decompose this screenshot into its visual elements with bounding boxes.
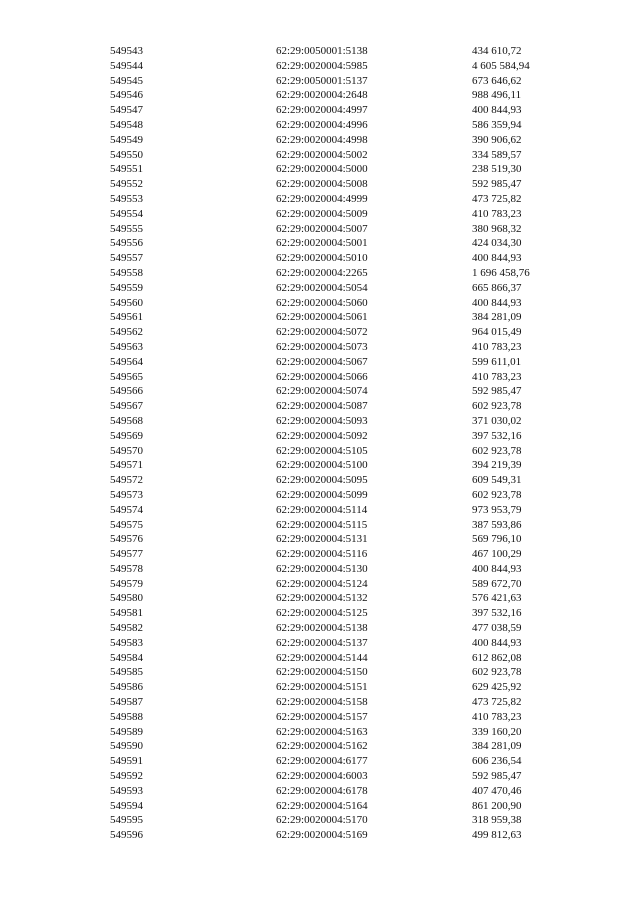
record-id-cell: 549582 <box>110 622 143 635</box>
table-row <box>0 177 640 192</box>
value-cell: 673 646,62 <box>472 74 522 87</box>
table-row <box>0 325 640 340</box>
value-cell: 629 425,92 <box>472 681 522 694</box>
table-row <box>0 621 640 636</box>
value-cell: 602 923,78 <box>472 488 522 501</box>
cadastral-number-cell: 62:29:0020004:5095 <box>276 474 368 487</box>
cadastral-number-cell: 62:29:0020004:6003 <box>276 770 368 783</box>
record-id-cell: 549552 <box>110 178 143 191</box>
value-cell: 586 359,94 <box>472 118 522 131</box>
table-row <box>0 399 640 414</box>
table-row <box>0 384 640 399</box>
cadastral-number-cell: 62:29:0020004:5124 <box>276 577 368 590</box>
table-row <box>0 828 640 843</box>
value-cell: 576 421,63 <box>472 592 522 605</box>
record-id-cell: 549578 <box>110 562 143 575</box>
cadastral-number-cell: 62:29:0020004:5087 <box>276 400 368 413</box>
value-cell: 973 953,79 <box>472 503 522 516</box>
value-cell: 606 236,54 <box>472 755 522 768</box>
table-row <box>0 503 640 518</box>
cadastral-number-cell: 62:29:0020004:6178 <box>276 784 368 797</box>
record-id-cell: 549594 <box>110 799 143 812</box>
cadastral-number-cell: 62:29:0020004:6177 <box>276 755 368 768</box>
record-id-cell: 549555 <box>110 222 143 235</box>
cadastral-number-cell: 62:29:0020004:5170 <box>276 814 368 827</box>
table-row <box>0 444 640 459</box>
value-cell: 397 532,16 <box>472 607 522 620</box>
cadastral-number-cell: 62:29:0020004:5010 <box>276 252 368 265</box>
value-cell: 380 968,32 <box>472 222 522 235</box>
cadastral-number-cell: 62:29:0020004:5007 <box>276 222 368 235</box>
table-row <box>0 310 640 325</box>
value-cell: 400 844,93 <box>472 252 522 265</box>
record-id-cell: 549583 <box>110 636 143 649</box>
value-cell: 397 532,16 <box>472 429 522 442</box>
record-id-cell: 549569 <box>110 429 143 442</box>
record-id-cell: 549590 <box>110 740 143 753</box>
value-cell: 410 783,23 <box>472 710 522 723</box>
value-cell: 407 470,46 <box>472 784 522 797</box>
value-cell: 499 812,63 <box>472 829 522 842</box>
value-cell: 592 985,47 <box>472 178 522 191</box>
record-id-cell: 549554 <box>110 207 143 220</box>
cadastral-number-cell: 62:29:0020004:5151 <box>276 681 368 694</box>
record-id-cell: 549562 <box>110 326 143 339</box>
cadastral-number-cell: 62:29:0050001:5138 <box>276 45 368 57</box>
table-row <box>0 739 640 754</box>
cadastral-number-cell: 62:29:0020004:5092 <box>276 429 368 442</box>
value-cell: 434 610,72 <box>472 45 522 57</box>
value-cell: 612 862,08 <box>472 651 522 664</box>
record-id-cell: 549580 <box>110 592 143 605</box>
table-row <box>0 710 640 725</box>
record-id-cell: 549549 <box>110 133 143 146</box>
record-id-cell: 549581 <box>110 607 143 620</box>
record-id-cell: 549559 <box>110 281 143 294</box>
record-id-cell: 549579 <box>110 577 143 590</box>
table-row <box>0 74 640 89</box>
record-id-cell: 549556 <box>110 237 143 250</box>
table-row <box>0 606 640 621</box>
cadastral-number-cell: 62:29:0020004:5132 <box>276 592 368 605</box>
cadastral-number-cell: 62:29:0020004:5060 <box>276 296 368 309</box>
value-cell: 318 959,38 <box>472 814 522 827</box>
cadastral-number-cell: 62:29:0020004:5115 <box>276 518 368 531</box>
cadastral-number-cell: 62:29:0020004:5072 <box>276 326 368 339</box>
cadastral-number-cell: 62:29:0020004:5061 <box>276 311 368 324</box>
table-row <box>0 340 640 355</box>
cadastral-number-cell: 62:29:0020004:5001 <box>276 237 368 250</box>
table-row <box>0 577 640 592</box>
value-cell: 589 672,70 <box>472 577 522 590</box>
value-cell: 387 593,86 <box>472 518 522 531</box>
record-id-cell: 549593 <box>110 784 143 797</box>
record-id-cell: 549577 <box>110 548 143 561</box>
cadastral-number-cell: 62:29:0020004:4998 <box>276 133 368 146</box>
value-cell: 384 281,09 <box>472 311 522 324</box>
table-row <box>0 414 640 429</box>
record-id-cell: 549596 <box>110 829 143 842</box>
cadastral-number-cell: 62:29:0020004:4999 <box>276 192 368 205</box>
cadastral-number-cell: 62:29:0020004:5157 <box>276 710 368 723</box>
record-id-cell: 549564 <box>110 355 143 368</box>
cadastral-number-cell: 62:29:0020004:5138 <box>276 622 368 635</box>
record-id-cell: 549585 <box>110 666 143 679</box>
cadastral-number-cell: 62:29:0020004:5164 <box>276 799 368 812</box>
table-row <box>0 754 640 769</box>
value-cell: 410 783,23 <box>472 340 522 353</box>
table-row <box>0 799 640 814</box>
table-row <box>0 651 640 666</box>
table-row <box>0 473 640 488</box>
record-id-cell: 549551 <box>110 163 143 176</box>
value-cell: 473 725,82 <box>472 696 522 709</box>
value-cell: 467 100,29 <box>472 548 522 561</box>
value-cell: 394 219,39 <box>472 459 522 472</box>
value-cell: 400 844,93 <box>472 296 522 309</box>
cadastral-number-cell: 62:29:0020004:5116 <box>276 548 368 561</box>
table-row <box>0 118 640 133</box>
value-cell: 473 725,82 <box>472 192 522 205</box>
value-cell: 665 866,37 <box>472 281 522 294</box>
value-cell: 384 281,09 <box>472 740 522 753</box>
table-row <box>0 207 640 222</box>
record-id-cell: 549586 <box>110 681 143 694</box>
value-cell: 339 160,20 <box>472 725 522 738</box>
record-id-cell: 549546 <box>110 89 143 102</box>
value-cell: 609 549,31 <box>472 474 522 487</box>
value-cell: 410 783,23 <box>472 207 522 220</box>
value-cell: 599 611,01 <box>472 355 522 368</box>
cadastral-number-cell: 62:29:0020004:5162 <box>276 740 368 753</box>
cadastral-number-cell: 62:29:0020004:5137 <box>276 636 368 649</box>
cadastral-number-cell: 62:29:0020004:5054 <box>276 281 368 294</box>
value-cell: 390 906,62 <box>472 133 522 146</box>
record-id-cell: 549567 <box>110 400 143 413</box>
value-cell: 602 923,78 <box>472 400 522 413</box>
cadastral-number-cell: 62:29:0020004:5130 <box>276 562 368 575</box>
table-row <box>0 370 640 385</box>
value-cell: 410 783,23 <box>472 370 522 383</box>
cadastral-number-cell: 62:29:0020004:5163 <box>276 725 368 738</box>
value-cell: 371 030,02 <box>472 414 522 427</box>
table-row <box>0 636 640 651</box>
table-row <box>0 148 640 163</box>
record-id-cell: 549565 <box>110 370 143 383</box>
record-id-cell: 549560 <box>110 296 143 309</box>
cadastral-number-cell: 62:29:0020004:2648 <box>276 89 368 102</box>
table-row <box>0 695 640 710</box>
value-cell: 4 605 584,94 <box>472 59 530 72</box>
cadastral-number-cell: 62:29:0020004:5131 <box>276 533 368 546</box>
record-id-cell: 549571 <box>110 459 143 472</box>
table-row <box>0 192 640 207</box>
cadastral-number-cell: 62:29:0020004:5144 <box>276 651 368 664</box>
cadastral-number-cell: 62:29:0020004:5008 <box>276 178 368 191</box>
record-id-cell: 549550 <box>110 148 143 161</box>
value-cell: 334 589,57 <box>472 148 522 161</box>
table-row <box>0 266 640 281</box>
record-id-cell: 549584 <box>110 651 143 664</box>
cadastral-number-cell: 62:29:0020004:5002 <box>276 148 368 161</box>
record-id-cell: 549595 <box>110 814 143 827</box>
value-cell: 1 696 458,76 <box>472 266 530 279</box>
record-id-cell: 549563 <box>110 340 143 353</box>
cadastral-number-cell: 62:29:0020004:4996 <box>276 118 368 131</box>
table-row <box>0 813 640 828</box>
table-row <box>0 518 640 533</box>
table-row <box>0 680 640 695</box>
table-row <box>0 769 640 784</box>
cadastral-number-cell: 62:29:0020004:5000 <box>276 163 368 176</box>
record-id-cell: 549558 <box>110 266 143 279</box>
record-id-cell: 549570 <box>110 444 143 457</box>
record-id-cell: 549543 <box>110 45 143 57</box>
record-id-cell: 549553 <box>110 192 143 205</box>
record-id-cell: 549575 <box>110 518 143 531</box>
record-id-cell: 549548 <box>110 118 143 131</box>
cadastral-number-cell: 62:29:0020004:5150 <box>276 666 368 679</box>
cadastral-number-cell: 62:29:0020004:5105 <box>276 444 368 457</box>
cadastral-number-cell: 62:29:0020004:5114 <box>276 503 368 516</box>
table-row <box>0 355 640 370</box>
record-id-cell: 549573 <box>110 488 143 501</box>
record-id-cell: 549588 <box>110 710 143 723</box>
record-id-cell: 549545 <box>110 74 143 87</box>
value-cell: 400 844,93 <box>472 104 522 117</box>
cadastral-number-cell: 62:29:0020004:5009 <box>276 207 368 220</box>
table-row <box>0 59 640 74</box>
value-cell: 569 796,10 <box>472 533 522 546</box>
record-id-cell: 549561 <box>110 311 143 324</box>
cadastral-number-cell: 62:29:0020004:5073 <box>276 340 368 353</box>
table-row <box>0 236 640 251</box>
table-row <box>0 296 640 311</box>
cadastral-number-cell: 62:29:0020004:5093 <box>276 414 368 427</box>
value-cell: 602 923,78 <box>472 444 522 457</box>
table-row <box>0 429 640 444</box>
table-row <box>0 162 640 177</box>
value-cell: 400 844,93 <box>472 636 522 649</box>
value-cell: 861 200,90 <box>472 799 522 812</box>
table-row <box>0 222 640 237</box>
cadastral-number-cell: 62:29:0020004:5067 <box>276 355 368 368</box>
cadastral-number-cell: 62:29:0020004:5066 <box>276 370 368 383</box>
value-cell: 238 519,30 <box>472 163 522 176</box>
table-row <box>0 488 640 503</box>
value-cell: 477 038,59 <box>472 622 522 635</box>
table-row <box>0 281 640 296</box>
record-id-cell: 549566 <box>110 385 143 398</box>
cadastral-number-cell: 62:29:0020004:5074 <box>276 385 368 398</box>
value-cell: 592 985,47 <box>472 385 522 398</box>
cadastral-number-cell: 62:29:0020004:4997 <box>276 104 368 117</box>
table-row <box>0 547 640 562</box>
cadastral-number-cell: 62:29:0020004:5169 <box>276 829 368 842</box>
cadastral-number-cell: 62:29:0020004:5985 <box>276 59 368 72</box>
table-row <box>0 44 640 59</box>
table-row <box>0 591 640 606</box>
value-cell: 400 844,93 <box>472 562 522 575</box>
record-id-cell: 549572 <box>110 474 143 487</box>
table-row <box>0 103 640 118</box>
cadastral-number-cell: 62:29:0050001:5137 <box>276 74 368 87</box>
value-cell: 602 923,78 <box>472 666 522 679</box>
cadastral-number-cell: 62:29:0020004:5099 <box>276 488 368 501</box>
cadastral-number-cell: 62:29:0020004:5125 <box>276 607 368 620</box>
table-row <box>0 784 640 799</box>
data-table <box>0 44 640 843</box>
record-id-cell: 549568 <box>110 414 143 427</box>
table-row <box>0 725 640 740</box>
cadastral-number-cell: 62:29:0020004:5100 <box>276 459 368 472</box>
value-cell: 424 034,30 <box>472 237 522 250</box>
table-row <box>0 88 640 103</box>
record-id-cell: 549544 <box>110 59 143 72</box>
record-id-cell: 549557 <box>110 252 143 265</box>
record-id-cell: 549547 <box>110 104 143 117</box>
cadastral-number-cell: 62:29:0020004:2265 <box>276 266 368 279</box>
table-row <box>0 251 640 266</box>
table-row <box>0 665 640 680</box>
record-id-cell: 549591 <box>110 755 143 768</box>
record-id-cell: 549587 <box>110 696 143 709</box>
value-cell: 964 015,49 <box>472 326 522 339</box>
value-cell: 988 496,11 <box>472 89 522 102</box>
cadastral-number-cell: 62:29:0020004:5158 <box>276 696 368 709</box>
record-id-cell: 549574 <box>110 503 143 516</box>
value-cell: 592 985,47 <box>472 770 522 783</box>
record-id-cell: 549589 <box>110 725 143 738</box>
table-row <box>0 562 640 577</box>
table-row <box>0 532 640 547</box>
table-row <box>0 133 640 148</box>
table-row <box>0 458 640 473</box>
record-id-cell: 549592 <box>110 770 143 783</box>
record-id-cell: 549576 <box>110 533 143 546</box>
